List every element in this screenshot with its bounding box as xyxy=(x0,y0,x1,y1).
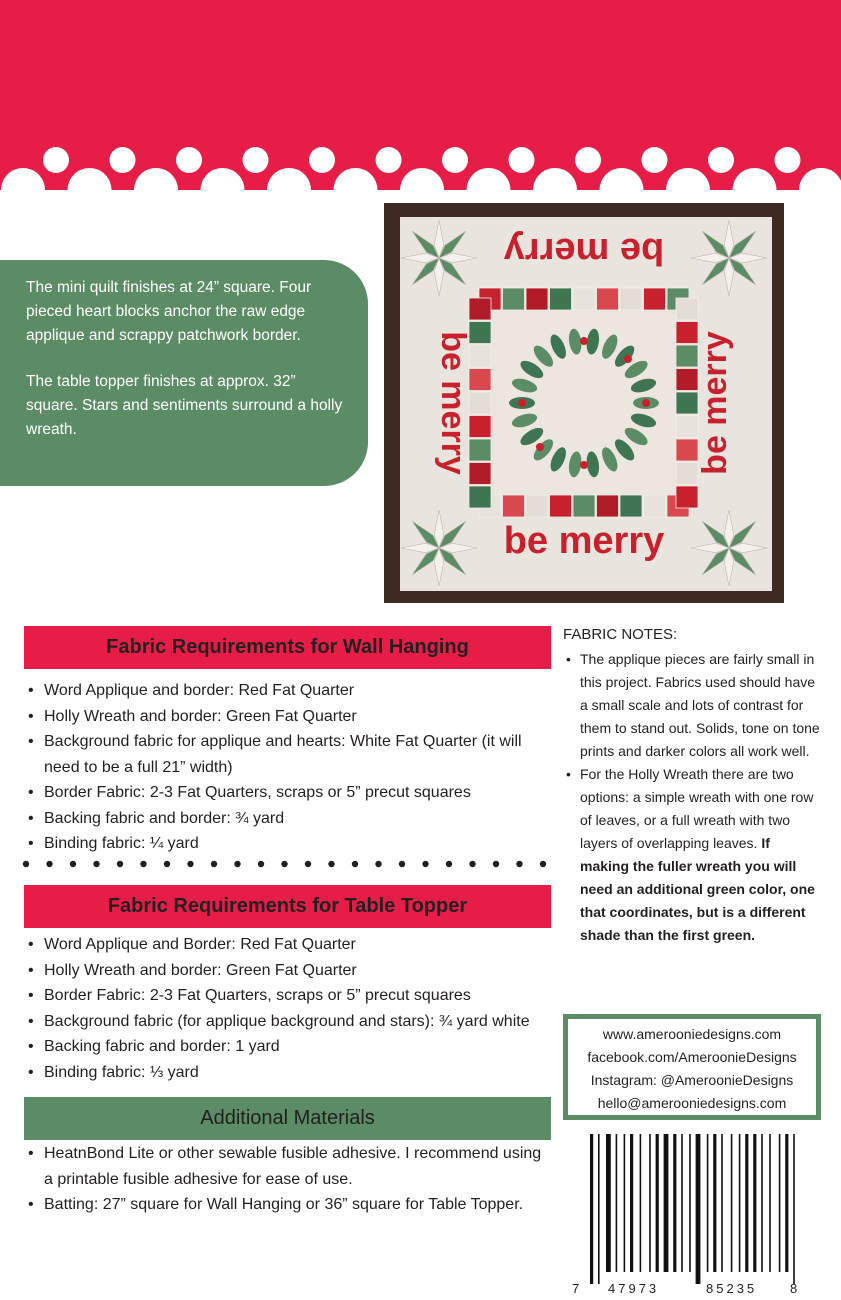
divider-dot xyxy=(493,861,499,867)
list-item: • Batting: 27” square for Wall Hanging or 36” square for Table Topper. xyxy=(26,1192,554,1218)
email-link[interactable]: hello@amerooniedesigns.com xyxy=(597,1095,787,1111)
additional-materials-list xyxy=(26,1141,554,1218)
divider-dot xyxy=(540,861,546,867)
divider-dot xyxy=(93,861,99,867)
divider-dot xyxy=(211,861,217,867)
divider-dot xyxy=(422,861,428,867)
list-item: • Border Fabric: 2-3 Fat Quarters, scraps or 5” precut squares xyxy=(26,780,554,806)
quilt-photo xyxy=(384,203,784,603)
list-item: • Binding fabric: ¼ yard xyxy=(26,831,554,857)
barcode-digits: 85235 xyxy=(706,1281,758,1296)
divider-dot xyxy=(352,861,358,867)
divider-dot xyxy=(305,861,311,867)
list-item: • The applique pieces are fairly small in this project. Fabrics used should have a small scale and lots of contrast for them to stand out. Solids, tone on tone prints and darker colors all work well. xyxy=(563,648,821,763)
list-item xyxy=(563,763,821,947)
quilt-text-left: be merry xyxy=(434,331,472,475)
scalloped-header-band xyxy=(0,0,841,190)
divider-dot xyxy=(187,861,193,867)
divider-dot xyxy=(516,861,522,867)
divider-dot xyxy=(140,861,146,867)
divider-dot xyxy=(375,861,381,867)
intro-table-topper-text: The table topper finishes at approx. 32” square. Stars and sentiments surround a holly wreath. xyxy=(26,373,343,438)
website-link[interactable]: www.amerooniedesigns.com xyxy=(602,1026,782,1042)
divider-dot xyxy=(446,861,452,867)
contact-box xyxy=(563,1014,821,1120)
barcode-digit: 7 xyxy=(572,1281,580,1296)
divider-dot xyxy=(281,861,287,867)
dotted-divider xyxy=(22,860,552,868)
barcode-digit: 8 xyxy=(790,1281,798,1296)
divider-dot xyxy=(70,861,76,867)
divider-dot xyxy=(469,861,475,867)
list-item: • HeatnBond Lite or other sewable fusible adhesive. I recommend using a printable fusible adhesive for ease of use. xyxy=(26,1141,554,1192)
list-item: • Background fabric for applique and hearts: White Fat Quarter (it will need to be a full 21” width) xyxy=(26,729,554,780)
table-topper-list xyxy=(26,932,554,1085)
list-item: • Border Fabric: 2-3 Fat Quarters, scraps or 5” precut squares xyxy=(26,983,554,1009)
additional-materials-header: Additional Materials xyxy=(24,1097,551,1140)
quilt-text-right: be merry xyxy=(696,331,734,475)
list-item: • Backing fabric and border: ¾ yard xyxy=(26,806,554,832)
fabric-notes-list xyxy=(563,648,821,947)
list-item: • Backing fabric and border: 1 yard xyxy=(26,1034,554,1060)
note-text: For the Holly Wreath there are two options: a simple wreath with one row of leaves, or a full wreath with two layers of overlapping leaves. xyxy=(580,766,814,851)
table-topper-header: Fabric Requirements for Table Topper xyxy=(24,885,551,928)
divider-dot xyxy=(46,861,52,867)
divider-dot xyxy=(234,861,240,867)
fabric-notes-title: FABRIC NOTES: xyxy=(563,626,678,643)
barcode xyxy=(584,1134,810,1294)
divider-dot xyxy=(399,861,405,867)
intro-wall-hanging-text: The mini quilt finishes at 24” square. Four pieced heart blocks anchor the raw edge applique and scrappy patchwork border. xyxy=(26,279,312,344)
list-item: • Word Applique and Border: Red Fat Quarter xyxy=(26,932,554,958)
note-bold-text: If making the fuller wreath you will need an additional green color, one that coordinates, but is a different shade than the first green. xyxy=(580,835,815,943)
list-item: • Background fabric (for applique background and stars): ¾ yard white xyxy=(26,1009,554,1035)
divider-dot xyxy=(164,861,170,867)
divider-dot xyxy=(328,861,334,867)
quilt-text-bottom: be merry xyxy=(503,520,665,562)
divider-dot xyxy=(117,861,123,867)
intro-description-box xyxy=(0,260,368,486)
facebook-link[interactable]: facebook.com/AmeroonieDesigns xyxy=(587,1049,797,1065)
wall-hanging-list xyxy=(26,678,554,857)
divider-dot xyxy=(23,861,29,867)
quilt-text-top: be merry xyxy=(503,230,665,272)
list-item: • Holly Wreath and border: Green Fat Quarter xyxy=(26,958,554,984)
list-item: • Word Applique and border: Red Fat Quarter xyxy=(26,678,554,704)
list-item: • Holly Wreath and border: Green Fat Quarter xyxy=(26,704,554,730)
list-item: • Binding fabric: ⅓ yard xyxy=(26,1060,554,1086)
barcode-digits: 47973 xyxy=(608,1281,660,1296)
instagram-link[interactable]: Instagram: @AmeroonieDesigns xyxy=(590,1072,794,1088)
wall-hanging-header: Fabric Requirements for Wall Hanging xyxy=(24,626,551,669)
divider-dot xyxy=(258,861,264,867)
